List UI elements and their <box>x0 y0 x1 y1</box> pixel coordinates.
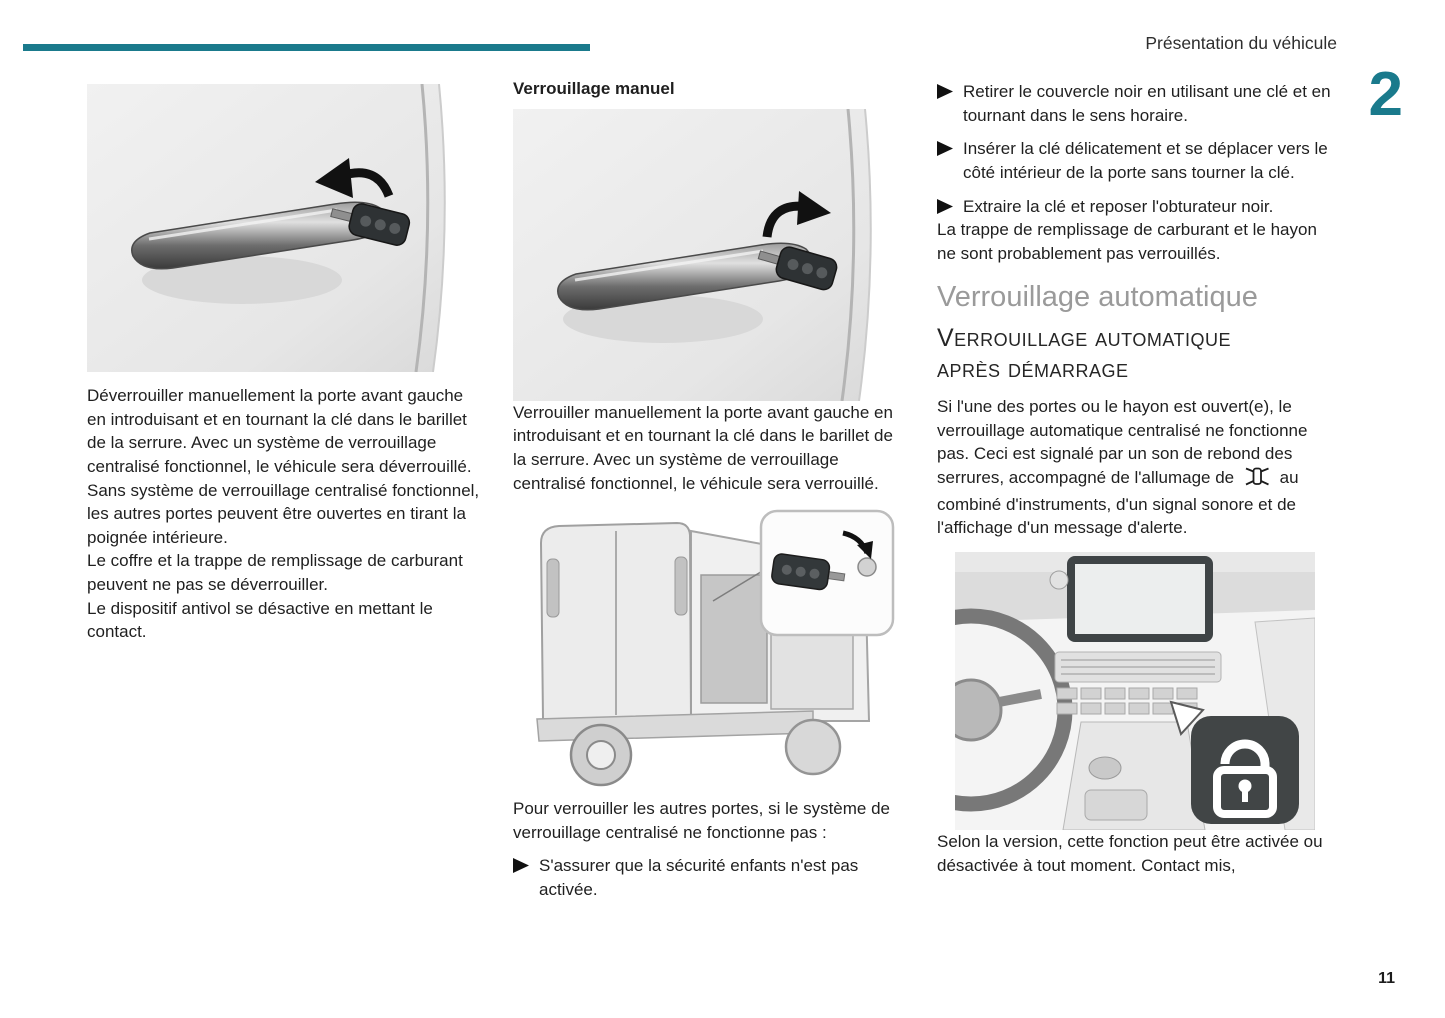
section-title: Verrouillage automatique <box>937 281 1258 314</box>
bullet-item <box>937 80 1337 127</box>
arrow-bullet-icon <box>937 84 953 127</box>
page-header-title: Présentation du véhicule <box>1145 33 1337 53</box>
door-unlock-illustration-svg <box>87 84 462 372</box>
page-number: 11 <box>1378 970 1395 987</box>
auto-lock-text <box>937 395 1337 540</box>
arrow-bullet-icon <box>513 858 529 901</box>
van-rear-illustration <box>513 501 905 797</box>
column-right <box>937 80 1337 877</box>
lock-text: Verrouiller manuellement la porte avant gauche en introduisant et en tournant la clé dans le barillet de la serrure. Avec un système de verrouillage centralisé fonctionnel, le véhicule sera verrouillé. <box>513 402 893 493</box>
doors-open-warning-icon <box>1244 467 1270 493</box>
bullet-item <box>937 137 1337 184</box>
auto-lock-text-after: au combiné d'instruments, d'un signal sonore et de l'affichage d'un message d'alerte. <box>937 468 1299 538</box>
dashboard-illustration-svg <box>955 552 1315 830</box>
paragraph: Le dispositif antivol se désactive en mettant le contact. <box>87 598 433 642</box>
column-left <box>87 84 484 644</box>
paragraph: Sans système de verrouillage centralisé fonctionnel, les autres portes peuvent être ouvertes en tirant la poignée intérieure. <box>87 480 480 547</box>
arrow-bullet-icon <box>937 141 953 184</box>
bullet-item <box>937 195 1337 219</box>
manual-lock-heading: Verrouillage manuel <box>513 79 675 98</box>
van-rear-illustration-svg <box>513 501 905 797</box>
bullet-item <box>513 854 907 901</box>
door-unlock-illustration <box>87 84 462 372</box>
subsection-title: Verrouillage automatique après démarrage <box>937 323 1232 383</box>
column-middle <box>513 77 907 902</box>
bullet-text: S'assurer que la sécurité enfants n'est pas activée. <box>539 856 859 899</box>
bullet-text: Extraire la clé et reposer l'obturateur noir. <box>963 196 1274 216</box>
version-text: Selon la version, cette fonction peut être activée ou désactivée à tout moment. Contact mis, <box>937 831 1323 875</box>
paragraph: Déverrouiller manuellement la porte avant gauche en introduisant et en tournant la clé dans le barillet de la serrure. Avec un système de verrouillage centralisé fonctionnel, le véhicule sera déverrouillé. <box>87 386 472 476</box>
bullet-text: Retirer le couvercle noir en utilisant une clé et en tournant dans le sens horaire. <box>963 82 1331 125</box>
auto-lock-text-before: Si l'une des portes ou le hayon est ouvert(e), le verrouillage automatique centralisé ne fonctionne pas. Ceci est signalé par un son de rebond des serrures, accompagné de l'allumage de <box>937 397 1308 488</box>
other-doors-text: Pour verrouiller les autres portes, si le système de verrouillage centralisé ne fonctionne pas : <box>513 799 890 842</box>
fuel-flap-text: La trappe de remplissage de carburant et le hayon ne sont probablement pas verrouillés. <box>937 220 1317 263</box>
dashboard-illustration <box>955 552 1315 830</box>
header-rule <box>23 44 590 51</box>
paragraph: Le coffre et la trappe de remplissage de carburant peuvent ne pas se déverrouiller. <box>87 551 463 594</box>
door-lock-illustration <box>513 109 888 401</box>
chapter-number: 2 <box>1368 60 1403 129</box>
unlock-text-block <box>87 384 484 644</box>
bullet-text: Insérer la clé délicatement et se déplacer vers le côté intérieur de la porte sans tourner la clé. <box>963 139 1328 182</box>
door-lock-illustration-svg <box>513 109 888 401</box>
arrow-bullet-icon <box>937 199 953 219</box>
